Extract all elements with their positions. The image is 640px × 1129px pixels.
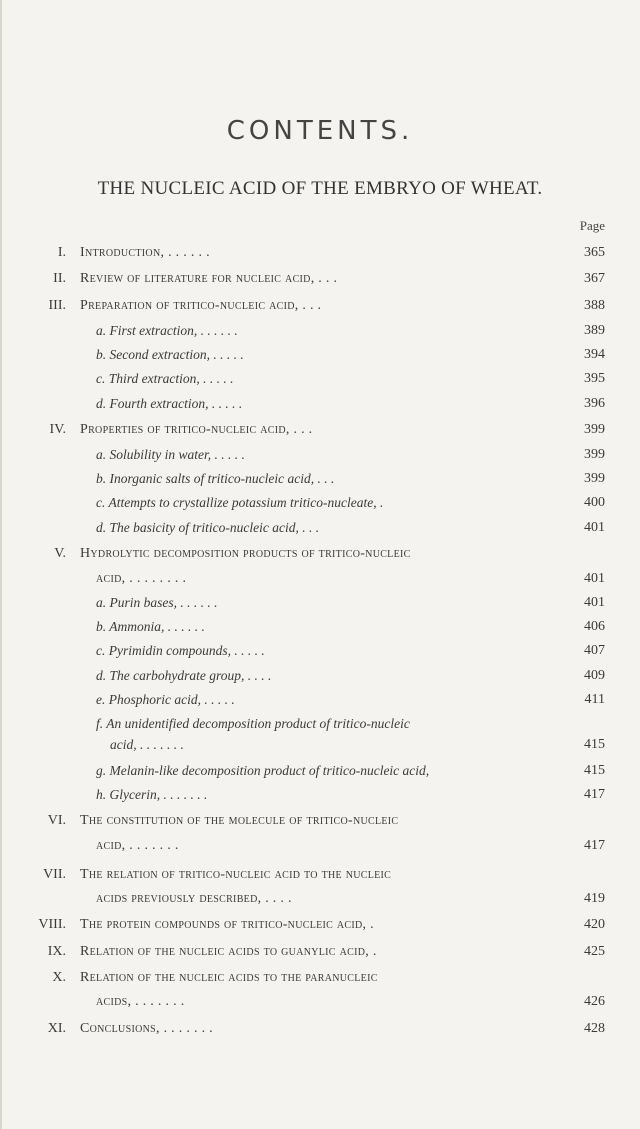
contents-entry-continuation: [0, 571, 640, 593]
entry-title: The protein compounds of tritico-nucleic acid, .: [80, 917, 374, 932]
entry-title: Properties of tritico-nucleic acid, . . .: [80, 422, 313, 437]
contents-subentry: [0, 668, 640, 690]
entry-title: Conclusions, . . . . . . .: [80, 1021, 213, 1036]
contents-subentry: [0, 396, 640, 418]
entry-title: d. The carbohydrate group, . . . .: [96, 668, 272, 683]
contents-entry: [0, 813, 640, 835]
entry-title: acids previously described, . . . .: [96, 891, 292, 906]
entry-title: a. Solubility in water, . . . . .: [96, 447, 245, 462]
contents-subentry: [0, 692, 640, 714]
entry-page: 399: [584, 447, 605, 462]
entry-page: 417: [584, 838, 605, 853]
entry-page: 389: [584, 323, 605, 338]
section-title: THE NUCLEIC ACID OF THE EMBRYO OF WHEAT.: [97, 178, 543, 199]
entry-page: 406: [584, 619, 605, 634]
contents-subentry: [0, 371, 640, 393]
contents-entry: [0, 271, 640, 293]
contents-entry: [0, 917, 640, 939]
entry-title: The constitution of the molecule of tritico-nucleic: [80, 813, 399, 828]
entry-title: b. Inorganic salts of tritico-nucleic acid, . . .: [96, 471, 335, 486]
entry-title: c. Pyrimidin compounds, . . . . .: [96, 643, 265, 658]
entry-page: 420: [584, 917, 605, 932]
entry-title: c. Third extraction, . . . . .: [96, 371, 234, 386]
entry-page: 411: [584, 692, 605, 707]
entry-title: acids, . . . . . . .: [96, 994, 185, 1009]
entry-title: Review of literature for nucleic acid, . . .: [80, 271, 338, 286]
entry-number: IX.: [47, 944, 66, 959]
entry-page: 367: [584, 271, 605, 286]
entry-title: c. Attempts to crystallize potassium tritico-nucleate, .: [96, 495, 384, 510]
contents-subentry: [0, 471, 640, 493]
contents-entry: [0, 245, 640, 267]
contents-subentry: [0, 595, 640, 617]
entry-number: III.: [48, 298, 66, 313]
contents-subentry: [0, 763, 640, 785]
contents-entry: [0, 298, 640, 320]
contents-entry: [0, 867, 640, 889]
entry-number: XI.: [47, 1021, 66, 1036]
entry-page: 401: [584, 595, 605, 610]
contents-subentry: [0, 447, 640, 469]
entry-page: 401: [584, 571, 605, 586]
entry-page: 388: [584, 298, 605, 313]
entry-title: Introduction, . . . . . .: [80, 245, 210, 260]
contents-entry-continuation: [0, 994, 640, 1016]
entry-title: acid, . . . . . . . .: [96, 571, 187, 586]
entry-title: acid, . . . . . . .: [110, 737, 184, 752]
contents-entry: [0, 546, 640, 568]
entry-title: Relation of the nucleic acids to the paranucleic: [80, 970, 378, 985]
entry-title: The relation of tritico-nucleic acid to the nucleic: [80, 867, 392, 882]
contents-entry: [0, 944, 640, 966]
entry-number: VIII.: [38, 917, 66, 932]
entry-page: 395: [584, 371, 605, 386]
entry-page: 409: [584, 668, 605, 683]
contents-entry-continuation: [0, 891, 640, 913]
contents-subentry: [0, 716, 640, 738]
entry-number: VI.: [47, 813, 66, 828]
contents-subentry-continuation: [0, 737, 640, 759]
entry-page: 415: [584, 763, 605, 778]
contents-subentry: [0, 347, 640, 369]
entry-number: X.: [52, 970, 66, 985]
page-heading: CONTENTS.: [226, 116, 414, 146]
entry-number: I.: [57, 245, 66, 260]
contents-entry: [0, 1021, 640, 1043]
entry-page: 407: [584, 643, 605, 658]
entry-title: Preparation of tritico-nucleic acid, . . .: [80, 298, 322, 313]
entry-page: 400: [584, 495, 605, 510]
entry-title: Relation of the nucleic acids to guanylic acid, .: [80, 944, 377, 959]
entry-title: h. Glycerin, . . . . . . .: [96, 787, 208, 802]
contents-subentry: [0, 495, 640, 517]
entry-title: g. Melanin-like decomposition product of tritico-nucleic acid,: [96, 763, 430, 778]
entry-number: VII.: [43, 867, 66, 882]
entry-title: b. Second extraction, . . . . .: [96, 347, 244, 362]
entry-number: IV.: [49, 422, 66, 437]
entry-page: 399: [584, 471, 605, 486]
entry-title: a. Purin bases, . . . . . .: [96, 595, 218, 610]
page-column-label: Page: [579, 218, 605, 233]
entry-number: V.: [54, 546, 66, 561]
entry-page: 417: [584, 787, 605, 802]
contents-subentry: [0, 619, 640, 641]
contents-subentry: [0, 787, 640, 809]
entry-number: II.: [53, 271, 66, 286]
contents-entry-continuation: [0, 838, 640, 860]
entry-page: 426: [584, 994, 605, 1009]
contents-entry: [0, 970, 640, 992]
entry-title: f. An unidentified decomposition product of tritico-nucleic: [96, 716, 410, 731]
entry-page: 396: [584, 396, 605, 411]
entry-page: 399: [584, 422, 605, 437]
entry-page: 401: [584, 520, 605, 535]
entry-title: e. Phosphoric acid, . . . . .: [96, 692, 235, 707]
entry-page: 415: [584, 737, 605, 752]
entry-title: d. The basicity of tritico-nucleic acid, . . .: [96, 520, 320, 535]
entry-title: d. Fourth extraction, . . . . .: [96, 396, 243, 411]
contents-subentry: [0, 323, 640, 345]
entry-page: 365: [584, 245, 605, 260]
entry-title: Hydrolytic decomposition products of tritico-nucleic: [80, 546, 411, 561]
entry-page: 428: [584, 1021, 605, 1036]
contents-entry: [0, 422, 640, 444]
contents-subentry: [0, 520, 640, 542]
entry-title: acid, . . . . . . .: [96, 838, 179, 853]
entry-page: 425: [584, 944, 605, 959]
contents-subentry: [0, 643, 640, 665]
entry-title: a. First extraction, . . . . . .: [96, 323, 238, 338]
entry-title: b. Ammonia, . . . . . .: [96, 619, 205, 634]
entry-page: 419: [584, 891, 605, 906]
entry-page: 394: [584, 347, 605, 362]
